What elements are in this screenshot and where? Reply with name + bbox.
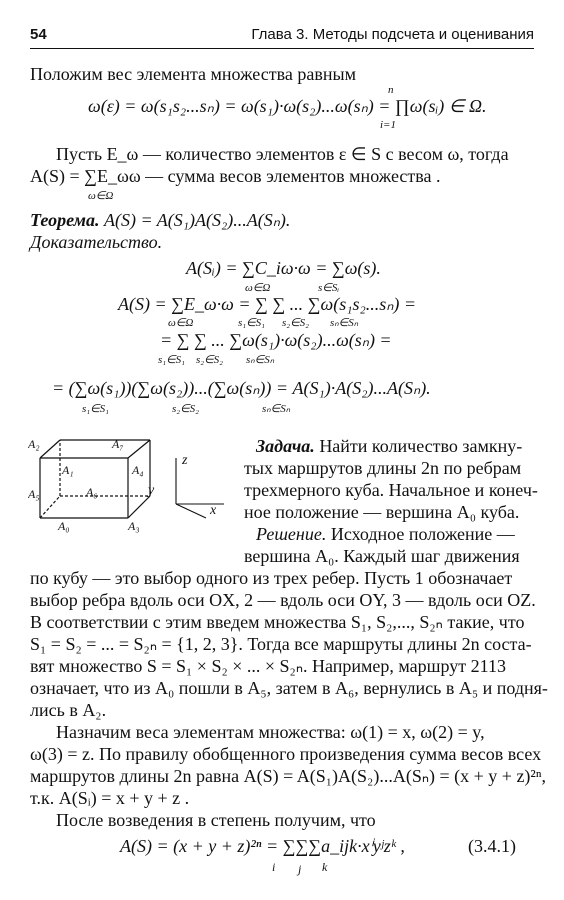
vertex-label: A₅	[28, 487, 40, 501]
solution-line4: выбор ребра вдоль оси OX, 2 — вдоль оси OY, 3 — вдоль оси OZ.	[30, 590, 536, 610]
cube-figure	[28, 434, 234, 534]
theorem-label: Теорема.	[30, 210, 100, 230]
proof-eq3-sub: sₙ∈Sₙ	[246, 354, 275, 366]
solution-line7: вят множество S = S₁ × S₂ × ... × S₂ₙ. Например, маршрут 2113	[30, 656, 506, 676]
weights-line4: т.к. A(Sᵢ) = x + y + z .	[30, 788, 190, 808]
vertex-label: A₇	[112, 437, 124, 451]
vertex-label: A₆	[86, 485, 98, 499]
final-sub-i: i	[272, 860, 276, 874]
task-text: Найти количество замкну-	[319, 436, 523, 456]
proof-eq2-sub: s₁∈S₁	[238, 317, 266, 329]
solution-label: Решение.	[256, 524, 327, 544]
proof-eq3: = ∑ ∑ ... ∑ω(s₁)·ω(s₂)...ω(sₙ) =	[160, 330, 392, 350]
proof-eq2: A(S) = ∑E_ω·ω = ∑ ∑ ... ∑ω(s₁s₂...sₙ) =	[118, 294, 417, 314]
proof-eq2-sub: ω∈Ω	[168, 317, 194, 329]
solution-line5: В соответствии с этим введем множества S₁, S₂,..., S₂ₙ такие, что	[30, 612, 525, 632]
cube-edges	[40, 440, 150, 518]
weight-product-formula: ω(ε) = ω(s₁s₂...sₙ) = ω(s₁)·ω(s₂)...ω(sₙ) = ∏ω(sᵢ) ∈ Ω.	[88, 96, 487, 116]
solution-line6: S₁ = S₂ = ... = S₂ₙ = {1, 2, 3}. Тогда все маршруты длины 2n соста-	[30, 634, 532, 654]
proof-eq3-sub: s₁∈S₁	[158, 354, 186, 366]
solution-line2: вершина A₀. Каждый шаг движения	[244, 546, 520, 566]
theorem-statement: A(S) = A(S₁)A(S₂)...A(Sₙ).	[103, 210, 291, 230]
product-upper-limit: n	[388, 84, 394, 96]
product-lower-limit: i=1	[380, 119, 396, 131]
proof-eq1-sub: ω∈Ω	[245, 282, 271, 294]
final-formula: A(S) = (x + y + z)²ⁿ = ∑∑∑a_ijk·xⁱyʲzᵏ ,	[120, 836, 405, 856]
header-rule	[30, 48, 534, 49]
final-line1: После возведения в степень получим, что	[56, 810, 376, 830]
solution-line8: означает, что из A₀ пошли в A₅, затем в A₆, вернулись в A₅ и подня-	[30, 678, 548, 698]
vertex-label: A₀	[58, 519, 70, 533]
task-line1	[256, 436, 522, 457]
proof-eq2-sub: s₂∈S₂	[282, 317, 310, 329]
intro-line: Положим вес элемента множества равным	[30, 64, 356, 84]
vertex-label: A₁	[62, 463, 74, 477]
chapter-title: Глава 3. Методы подсчета и оценивания	[251, 26, 534, 43]
proof-eq3-sub: s₂∈S₂	[196, 354, 224, 366]
page-number: 54	[30, 26, 47, 43]
solution-line9: лись в A₂.	[30, 700, 107, 720]
proof-eq1: A(Sᵢ) = ∑C_iω·ω = ∑ω(s).	[186, 258, 381, 278]
proof-eq4-sub: s₁∈S₁	[82, 403, 110, 415]
vertex-label: A₄	[132, 463, 144, 477]
axis-label-x: x	[210, 503, 217, 518]
task-label: Задача.	[256, 436, 315, 456]
task-line4: ное положение — вершина A₀ куба.	[244, 502, 520, 522]
equation-number: (3.4.1)	[468, 836, 516, 856]
solution-line3: по кубу — это выбор одного из трех ребер. Пусть 1 обозначает	[30, 568, 513, 588]
running-header	[30, 26, 534, 48]
weights-line2: ω(3) = z. По правилу обобщенного произведения сумма весов всех	[30, 744, 542, 764]
para2-sum-limit: ω∈Ω	[88, 190, 114, 202]
solution-text: Исходное положение —	[330, 524, 515, 544]
proof-eq4-sub: s₂∈S₂	[172, 403, 200, 415]
proof-label: Доказательство.	[30, 232, 163, 252]
task-line3: трехмерного куба. Начальное и конеч-	[244, 480, 538, 500]
solution-line1	[256, 524, 515, 545]
proof-eq1-sub: s∈Sᵢ	[318, 282, 340, 294]
vertex-label: A₃	[128, 519, 140, 533]
proof-eq2-sub: sₙ∈Sₙ	[330, 317, 359, 329]
theorem	[30, 210, 290, 231]
para2-line2: A(S) = ∑E_ωω — сумма весов элементов множества .	[30, 166, 441, 186]
axis-label-y: y	[148, 483, 155, 498]
proof-eq4-sub: sₙ∈Sₙ	[262, 403, 291, 415]
final-sub-k: k	[322, 860, 328, 874]
axis-label-z: z	[182, 453, 188, 468]
weights-line3: маршрутов длины 2n равна A(S) = A(S₁)A(S₂)...A(Sₙ) = (x + y + z)²ⁿ,	[30, 766, 546, 786]
vertex-label: A₂	[28, 437, 40, 451]
final-sub-j: j	[298, 862, 302, 876]
proof-eq4: = (∑ω(s₁))(∑ω(s₂))...(∑ω(sₙ)) = A(S₁)·A(S₂)...A(Sₙ).	[52, 378, 431, 398]
task-line2: тых маршрутов длины 2n по ребрам	[244, 458, 522, 478]
weights-line1: Назначим веса элементам множества: ω(1) = x, ω(2) = y,	[56, 722, 485, 742]
para2-line1: Пусть E_ω — количество элементов ε ∈ S с весом ω, тогда	[56, 144, 509, 164]
